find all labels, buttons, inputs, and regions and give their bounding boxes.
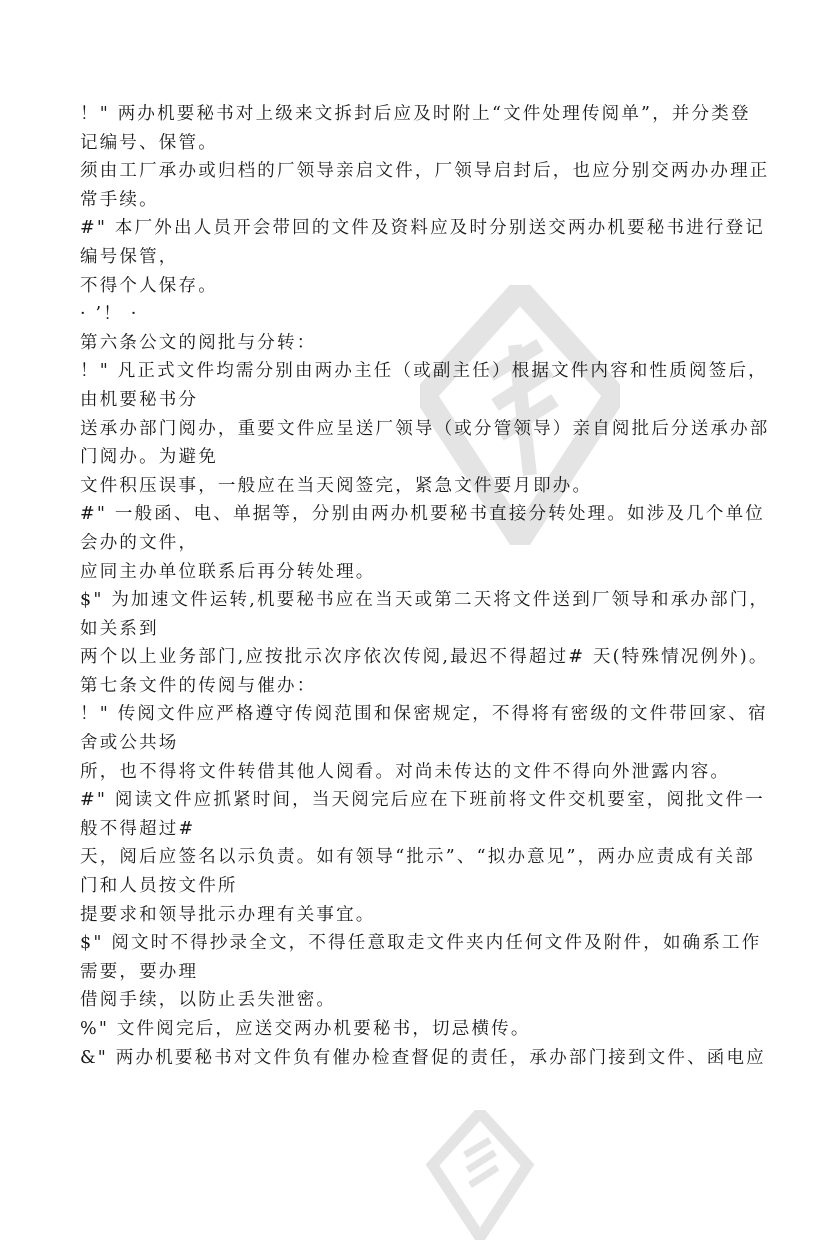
text-line: 送承办部门阅办，重要文件应呈送厂领导（或分管领导）亲自阅批后分送承办部 (80, 418, 770, 439)
text-line: %" 文件阅完后，应送交两办机要秘书，切忌横传。 (80, 1019, 531, 1039)
text-line: 编号保管， (80, 246, 179, 267)
page-marker: · ’！ · (80, 304, 139, 325)
section-heading: 第七条文件的传阅与催办： (80, 675, 317, 696)
document-body (80, 100, 770, 1072)
text-line: ！" 凡正式文件均需分别由两办主任（或副主任）根据文件内容和性质阅签后， (80, 361, 768, 382)
text-line: 门和人员按文件所 (80, 876, 238, 897)
text-line: &" 两办机要秘书对文件负有催办检查督促的责任，承办部门接到文件、函电应 (80, 1047, 766, 1068)
text-line: 须由工厂承办或归档的厂领导亲启文件，厂领导启封后，也应分别交两办办理正 (80, 161, 770, 182)
text-line: #" 一般函、电、单据等，分别由两办机要秘书直接分转处理。如涉及几个单位 (80, 504, 765, 525)
text-line: ！" 两办机要秘书对上级来文拆封后应及时附上“文件处理传阅单”，并分类登 (80, 104, 751, 124)
text-line: #" 本厂外出人员开会带回的文件及资料应及时分别送交两办机要秘书进行登记 (80, 218, 765, 239)
text-line: 会办的文件， (80, 532, 199, 553)
text-line: 文件积压误事，一般应在当天阅签完，紧急文件要月即办。 (80, 475, 593, 496)
text-line: 天，阅后应签名以示负责。如有领导“批示”、“拟办意见”，两办应责成有关部 (80, 847, 755, 868)
text-line: 如关系到 (80, 618, 159, 639)
text-line: 般不得超过# (80, 818, 196, 839)
text-line: 所，也不得将文件转借其他人阅看。对尚未传达的文件不得向外泄露内容。 (80, 761, 731, 782)
text-line: 需要，要办理 (80, 961, 199, 982)
text-line: ！" 传阅文件应严格遵守传阅范围和保密规定，不得将有密级的文件带回家、宿 (80, 704, 768, 725)
text-line: $" 为加速文件运转,机要秘书应在当天或第二天将文件送到厂领导和承办部门， (80, 590, 770, 611)
text-line: 记编号、保管。 (80, 132, 218, 153)
text-line: 门阅办。为避免 (80, 447, 218, 468)
text-line: 不得个人保存。 (80, 275, 218, 296)
section-heading: 第六条公文的阅批与分转： (80, 332, 317, 353)
text-line: 两个以上业务部门,应按批示次序依次传阅,最迟不得超过# 天(特殊情况例外)。 (80, 647, 769, 668)
text-line: 借阅手续，以防止丢失泄密。 (80, 990, 337, 1011)
text-line: 由机要秘书分 (80, 389, 199, 410)
text-line: 应同主办单位联系后再分转处理。 (80, 561, 376, 582)
text-line: $" 阅文时不得抄录全文，不得任意取走文件夹内任何文件及附件，如确系工作 (80, 933, 762, 954)
text-line: 舍或公共场 (80, 733, 179, 754)
watermark-logo-icon (380, 1110, 580, 1240)
text-line: #" 阅读文件应抓紧时间，当天阅完后应在下班前将文件交机要室，阅批文件一 (80, 790, 765, 811)
text-line: 常手续。 (80, 189, 159, 210)
text-line: 提要求和领导批示办理有关事宜。 (80, 904, 376, 925)
